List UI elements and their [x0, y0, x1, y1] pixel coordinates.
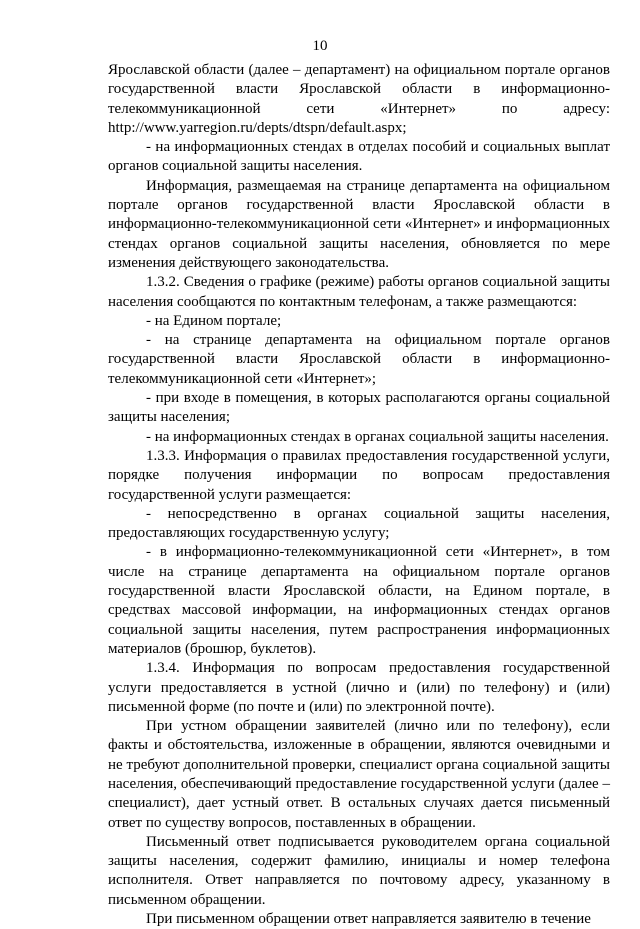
paragraph-1-3-4: 1.3.4. Информация по вопросам предоставления государственной услуги предоставляется в устной (лично и (или) по телефону) и (или) письменной форме (по почте и (или) по электронной почте).	[108, 660, 610, 715]
paragraph-written-answer: Письменный ответ подписывается руководителем органа социальной защиты населения, содержит фамилию, инициалы и номер телефона исполнителя. Ответ направляется по почтовому адресу, указанному в письменном обращении.	[108, 833, 610, 908]
paragraph-oral-request: При устном обращении заявителей (лично или по телефону), если факты и обстоятельства, изложенные в обращении, являются очевидными и не требуют дополнительной проверки, специалист органа социальной защиты населения, обеспечивающий предоставление государственной услуги (далее – специалист), дает устный ответ. В остальных случаях дается письменный ответ по существу вопросов, поставленных в обращении.	[108, 718, 610, 831]
paragraph-info-update: Информация, размещаемая на странице департамента на официальном портале органов государственной власти Ярославской области в информационно-телекоммуникационной сети «Интернет» и информационных стендах органов социальной защиты населения, обновляется по мере изменения действующего законодательства.	[108, 177, 610, 271]
paragraph-internet-placement: - в информационно-телекоммуникационной сети «Интернет», в том числе на странице департамента на официальном портале органов государственной власти Ярославской области, на Едином портале, в средствах массовой информации, на информационных стендах органов социальной защиты населения, путем распространения информационных материалов (брошюр, буклетов).	[108, 544, 610, 657]
paragraph-1-3-2: 1.3.2. Сведения о графике (режиме) работы органов социальной защиты населения сообщаются по контактным телефонам, а также размещаются:	[108, 274, 610, 310]
paragraph-written-request: При письменном обращении ответ направляется заявителю в течение	[146, 911, 591, 928]
paragraph-info-stands: - на информационных стендах в органах социальной защиты населения.	[146, 428, 609, 445]
paragraph-unified-portal: - на Едином портале;	[146, 312, 282, 329]
paragraph-department-page: - на странице департамента на официальном портале органов государственной власти Ярославской области в информационно-телекоммуникационной сети «Интернет»;	[108, 332, 610, 387]
page-number: 10	[312, 38, 328, 54]
paragraph-directly-in-bodies: - непосредственно в органах социальной защиты населения, предоставляющих государственную услугу;	[108, 505, 610, 542]
paragraph-1-3-3: 1.3.3. Информация о правилах предоставления государственной услуги, порядке получения информации по вопросам предоставления государственной услуги размещается:	[108, 447, 610, 503]
paragraph-department-portal: Ярославской области (далее – департамент) на официальном портале органов государственной власти Ярославской области в информационно-телекоммуникационной сети «Интернет» по адресу: http://www.yarregion.ru/depts/dtspn/default.aspx;	[108, 62, 610, 136]
document-body	[108, 61, 610, 929]
paragraph-stands-benefits: - на информационных стендах в отделах пособий и социальных выплат органов социальной защиты населения.	[108, 139, 610, 175]
paragraph-premises-entrance: - при входе в помещения, в которых располагаются органы социальной защиты населения;	[108, 390, 610, 426]
